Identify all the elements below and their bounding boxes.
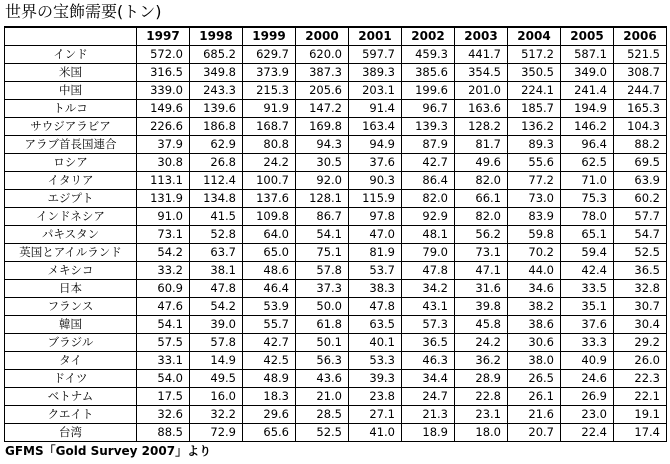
year-header-cell: 2003 (455, 27, 508, 46)
demand-value-cell: 387.3 (296, 64, 349, 82)
demand-value-cell: 134.8 (190, 190, 243, 208)
demand-value-cell: 194.9 (561, 100, 614, 118)
jewelry-demand-table (4, 26, 667, 442)
demand-value-cell: 203.1 (349, 82, 402, 100)
demand-value-cell: 31.6 (455, 280, 508, 298)
demand-value-cell: 243.3 (190, 82, 243, 100)
country-label: クエイト (5, 406, 137, 424)
year-header-cell: 1998 (190, 27, 243, 46)
demand-value-cell: 88.5 (137, 424, 190, 442)
demand-value-cell: 163.4 (349, 118, 402, 136)
demand-value-cell: 57.8 (190, 334, 243, 352)
demand-value-cell: 36.5 (614, 262, 667, 280)
country-label: 英国とアイルランド (5, 244, 137, 262)
demand-value-cell: 33.2 (137, 262, 190, 280)
demand-value-cell: 45.8 (455, 316, 508, 334)
demand-value-cell: 620.0 (296, 46, 349, 64)
demand-value-cell: 91.4 (349, 100, 402, 118)
demand-value-cell: 52.5 (614, 244, 667, 262)
demand-value-cell: 38.0 (508, 352, 561, 370)
demand-value-cell: 42.7 (243, 334, 296, 352)
demand-value-cell: 30.5 (296, 154, 349, 172)
demand-value-cell: 61.8 (296, 316, 349, 334)
demand-value-cell: 96.7 (402, 100, 455, 118)
demand-value-cell: 441.7 (455, 46, 508, 64)
year-header-cell: 2000 (296, 27, 349, 46)
demand-value-cell: 41.0 (349, 424, 402, 442)
demand-value-cell: 22.1 (614, 388, 667, 406)
table-row (5, 118, 667, 136)
demand-value-cell: 42.4 (561, 262, 614, 280)
demand-value-cell: 48.9 (243, 370, 296, 388)
country-label: ロシア (5, 154, 137, 172)
demand-value-cell: 96.4 (561, 136, 614, 154)
demand-value-cell: 350.5 (508, 64, 561, 82)
demand-value-cell: 53.7 (349, 262, 402, 280)
demand-value-cell: 147.2 (296, 100, 349, 118)
demand-value-cell: 22.4 (561, 424, 614, 442)
demand-value-cell: 72.9 (190, 424, 243, 442)
demand-value-cell: 21.3 (402, 406, 455, 424)
demand-value-cell: 685.2 (190, 46, 243, 64)
demand-value-cell: 38.6 (508, 316, 561, 334)
country-label: ベトナム (5, 388, 137, 406)
demand-value-cell: 215.3 (243, 82, 296, 100)
demand-value-cell: 79.0 (402, 244, 455, 262)
country-label: フランス (5, 298, 137, 316)
demand-value-cell: 54.7 (614, 226, 667, 244)
year-header-cell: 2005 (561, 27, 614, 46)
demand-value-cell: 33.1 (137, 352, 190, 370)
demand-value-cell: 241.4 (561, 82, 614, 100)
demand-value-cell: 17.4 (614, 424, 667, 442)
demand-value-cell: 30.4 (614, 316, 667, 334)
table-row (5, 406, 667, 424)
demand-value-cell: 24.2 (455, 334, 508, 352)
demand-value-cell: 373.9 (243, 64, 296, 82)
demand-value-cell: 521.5 (614, 46, 667, 64)
demand-value-cell: 52.5 (296, 424, 349, 442)
demand-value-cell: 29.6 (243, 406, 296, 424)
header-corner-cell (5, 27, 137, 46)
country-label: 米国 (5, 64, 137, 82)
table-row (5, 424, 667, 442)
demand-value-cell: 32.6 (137, 406, 190, 424)
demand-value-cell: 18.3 (243, 388, 296, 406)
demand-value-cell: 572.0 (137, 46, 190, 64)
demand-value-cell: 23.0 (561, 406, 614, 424)
demand-value-cell: 42.7 (402, 154, 455, 172)
demand-value-cell: 186.8 (190, 118, 243, 136)
demand-value-cell: 100.7 (243, 172, 296, 190)
demand-value-cell: 35.1 (561, 298, 614, 316)
demand-value-cell: 389.3 (349, 64, 402, 82)
chart-title: 世界の宝飾需要(トン) (5, 2, 162, 21)
demand-value-cell: 185.7 (508, 100, 561, 118)
year-header-cell: 2001 (349, 27, 402, 46)
demand-value-cell: 32.8 (614, 280, 667, 298)
demand-value-cell: 47.0 (349, 226, 402, 244)
demand-value-cell: 50.1 (296, 334, 349, 352)
demand-value-cell: 29.2 (614, 334, 667, 352)
demand-value-cell: 128.2 (455, 118, 508, 136)
demand-value-cell: 18.0 (455, 424, 508, 442)
demand-value-cell: 73.0 (508, 190, 561, 208)
demand-value-cell: 104.3 (614, 118, 667, 136)
demand-value-cell: 14.9 (190, 352, 243, 370)
demand-value-cell: 63.5 (349, 316, 402, 334)
year-header-cell: 2006 (614, 27, 667, 46)
demand-value-cell: 71.0 (561, 172, 614, 190)
demand-value-cell: 54.1 (137, 316, 190, 334)
demand-value-cell: 86.7 (296, 208, 349, 226)
demand-value-cell: 38.2 (508, 298, 561, 316)
demand-value-cell: 37.6 (561, 316, 614, 334)
table-row (5, 190, 667, 208)
demand-value-cell: 80.8 (243, 136, 296, 154)
country-label: インドネシア (5, 208, 137, 226)
demand-value-cell: 91.9 (243, 100, 296, 118)
demand-value-cell: 47.6 (137, 298, 190, 316)
demand-value-cell: 224.1 (508, 82, 561, 100)
demand-value-cell: 26.5 (508, 370, 561, 388)
demand-value-cell: 65.0 (243, 244, 296, 262)
year-header-cell: 2002 (402, 27, 455, 46)
demand-value-cell: 88.2 (614, 136, 667, 154)
demand-value-cell: 57.8 (296, 262, 349, 280)
demand-value-cell: 34.2 (402, 280, 455, 298)
demand-value-cell: 42.5 (243, 352, 296, 370)
demand-value-cell: 59.8 (508, 226, 561, 244)
demand-value-cell: 22.8 (455, 388, 508, 406)
demand-value-cell: 349.0 (561, 64, 614, 82)
demand-value-cell: 30.8 (137, 154, 190, 172)
demand-value-cell: 54.2 (137, 244, 190, 262)
demand-value-cell: 86.4 (402, 172, 455, 190)
demand-value-cell: 73.1 (137, 226, 190, 244)
demand-value-cell: 40.9 (561, 352, 614, 370)
demand-value-cell: 22.3 (614, 370, 667, 388)
demand-value-cell: 146.2 (561, 118, 614, 136)
table-row (5, 352, 667, 370)
demand-value-cell: 244.7 (614, 82, 667, 100)
demand-value-cell: 63.7 (190, 244, 243, 262)
demand-value-cell: 53.3 (349, 352, 402, 370)
demand-value-cell: 43.6 (296, 370, 349, 388)
table-row (5, 82, 667, 100)
table-row (5, 244, 667, 262)
table-row (5, 172, 667, 190)
demand-value-cell: 27.1 (349, 406, 402, 424)
demand-value-cell: 169.8 (296, 118, 349, 136)
demand-value-cell: 69.5 (614, 154, 667, 172)
demand-value-cell: 75.3 (561, 190, 614, 208)
demand-value-cell: 49.5 (190, 370, 243, 388)
table-row (5, 388, 667, 406)
demand-value-cell: 20.7 (508, 424, 561, 442)
country-label: イタリア (5, 172, 137, 190)
table-row (5, 154, 667, 172)
year-header-cell: 1999 (243, 27, 296, 46)
country-label: インド (5, 46, 137, 64)
demand-value-cell: 92.0 (296, 172, 349, 190)
demand-value-cell: 165.3 (614, 100, 667, 118)
demand-value-cell: 30.6 (508, 334, 561, 352)
demand-value-cell: 349.8 (190, 64, 243, 82)
demand-value-cell: 47.8 (402, 262, 455, 280)
demand-value-cell: 52.8 (190, 226, 243, 244)
demand-value-cell: 48.1 (402, 226, 455, 244)
demand-value-cell: 517.2 (508, 46, 561, 64)
table-row (5, 136, 667, 154)
demand-value-cell: 354.5 (455, 64, 508, 82)
demand-value-cell: 73.1 (455, 244, 508, 262)
demand-value-cell: 21.0 (296, 388, 349, 406)
demand-value-cell: 87.9 (402, 136, 455, 154)
demand-value-cell: 46.4 (243, 280, 296, 298)
demand-value-cell: 38.3 (349, 280, 402, 298)
demand-value-cell: 64.0 (243, 226, 296, 244)
demand-value-cell: 47.8 (349, 298, 402, 316)
country-label: 日本 (5, 280, 137, 298)
demand-value-cell: 47.8 (190, 280, 243, 298)
demand-value-cell: 115.9 (349, 190, 402, 208)
demand-value-cell: 308.7 (614, 64, 667, 82)
demand-value-cell: 109.8 (243, 208, 296, 226)
demand-value-cell: 46.3 (402, 352, 455, 370)
demand-value-cell: 54.0 (137, 370, 190, 388)
demand-value-cell: 47.1 (455, 262, 508, 280)
demand-value-cell: 37.9 (137, 136, 190, 154)
table-row (5, 370, 667, 388)
demand-value-cell: 339.0 (137, 82, 190, 100)
demand-value-cell: 97.8 (349, 208, 402, 226)
demand-value-cell: 19.1 (614, 406, 667, 424)
demand-value-cell: 63.9 (614, 172, 667, 190)
demand-value-cell: 128.1 (296, 190, 349, 208)
demand-value-cell: 39.8 (455, 298, 508, 316)
demand-value-cell: 57.7 (614, 208, 667, 226)
demand-value-cell: 36.5 (402, 334, 455, 352)
demand-value-cell: 597.7 (349, 46, 402, 64)
demand-value-cell: 91.0 (137, 208, 190, 226)
year-header-cell: 2004 (508, 27, 561, 46)
demand-value-cell: 50.0 (296, 298, 349, 316)
demand-value-cell: 32.2 (190, 406, 243, 424)
demand-value-cell: 75.1 (296, 244, 349, 262)
demand-value-cell: 43.1 (402, 298, 455, 316)
demand-value-cell: 26.1 (508, 388, 561, 406)
demand-value-cell: 131.9 (137, 190, 190, 208)
demand-value-cell: 139.3 (402, 118, 455, 136)
demand-value-cell: 94.3 (296, 136, 349, 154)
demand-value-cell: 37.6 (349, 154, 402, 172)
demand-value-cell: 62.5 (561, 154, 614, 172)
demand-value-cell: 39.0 (190, 316, 243, 334)
country-label: アラブ首長国連合 (5, 136, 137, 154)
demand-value-cell: 316.5 (137, 64, 190, 82)
table-row (5, 64, 667, 82)
table-row (5, 262, 667, 280)
demand-value-cell: 28.9 (455, 370, 508, 388)
demand-value-cell: 21.6 (508, 406, 561, 424)
demand-value-cell: 459.3 (402, 46, 455, 64)
demand-value-cell: 81.9 (349, 244, 402, 262)
demand-value-cell: 26.8 (190, 154, 243, 172)
demand-value-cell: 82.0 (455, 208, 508, 226)
demand-value-cell: 83.9 (508, 208, 561, 226)
demand-value-cell: 34.6 (508, 280, 561, 298)
demand-value-cell: 60.9 (137, 280, 190, 298)
demand-value-cell: 56.3 (296, 352, 349, 370)
demand-value-cell: 201.0 (455, 82, 508, 100)
demand-value-cell: 92.9 (402, 208, 455, 226)
country-label: 中国 (5, 82, 137, 100)
demand-value-cell: 40.1 (349, 334, 402, 352)
demand-value-cell: 53.9 (243, 298, 296, 316)
table-row (5, 46, 667, 64)
country-label: ドイツ (5, 370, 137, 388)
demand-value-cell: 226.6 (137, 118, 190, 136)
country-label: パキスタン (5, 226, 137, 244)
source-note: GFMS「Gold Survey 2007」より (5, 444, 212, 458)
demand-value-cell: 137.6 (243, 190, 296, 208)
table-row (5, 316, 667, 334)
country-label: タイ (5, 352, 137, 370)
demand-value-cell: 44.0 (508, 262, 561, 280)
country-label: サウジアラビア (5, 118, 137, 136)
country-label: 台湾 (5, 424, 137, 442)
demand-value-cell: 70.2 (508, 244, 561, 262)
table-row (5, 298, 667, 316)
demand-value-cell: 136.2 (508, 118, 561, 136)
demand-value-cell: 59.4 (561, 244, 614, 262)
demand-value-cell: 55.6 (508, 154, 561, 172)
demand-value-cell: 168.7 (243, 118, 296, 136)
demand-value-cell: 89.3 (508, 136, 561, 154)
demand-value-cell: 39.3 (349, 370, 402, 388)
demand-value-cell: 33.3 (561, 334, 614, 352)
country-label: エジプト (5, 190, 137, 208)
demand-value-cell: 205.6 (296, 82, 349, 100)
demand-value-cell: 33.5 (561, 280, 614, 298)
demand-value-cell: 24.2 (243, 154, 296, 172)
table-row (5, 100, 667, 118)
demand-value-cell: 54.1 (296, 226, 349, 244)
demand-value-cell: 38.1 (190, 262, 243, 280)
demand-value-cell: 112.4 (190, 172, 243, 190)
demand-value-cell: 66.1 (455, 190, 508, 208)
demand-value-cell: 28.5 (296, 406, 349, 424)
demand-value-cell: 30.7 (614, 298, 667, 316)
demand-value-cell: 60.2 (614, 190, 667, 208)
demand-value-cell: 36.2 (455, 352, 508, 370)
demand-value-cell: 54.2 (190, 298, 243, 316)
demand-value-cell: 139.6 (190, 100, 243, 118)
demand-value-cell: 199.6 (402, 82, 455, 100)
demand-value-cell: 49.6 (455, 154, 508, 172)
demand-value-cell: 82.0 (402, 190, 455, 208)
demand-value-cell: 90.3 (349, 172, 402, 190)
demand-value-cell: 34.4 (402, 370, 455, 388)
table-row (5, 226, 667, 244)
demand-value-cell: 37.3 (296, 280, 349, 298)
demand-value-cell: 82.0 (455, 172, 508, 190)
country-label: メキシコ (5, 262, 137, 280)
demand-value-cell: 629.7 (243, 46, 296, 64)
table-row (5, 280, 667, 298)
demand-value-cell: 17.5 (137, 388, 190, 406)
demand-value-cell: 94.9 (349, 136, 402, 154)
demand-value-cell: 23.8 (349, 388, 402, 406)
demand-value-cell: 587.1 (561, 46, 614, 64)
demand-value-cell: 18.9 (402, 424, 455, 442)
demand-value-cell: 65.6 (243, 424, 296, 442)
demand-value-cell: 56.2 (455, 226, 508, 244)
demand-value-cell: 41.5 (190, 208, 243, 226)
demand-value-cell: 163.6 (455, 100, 508, 118)
demand-value-cell: 149.6 (137, 100, 190, 118)
demand-value-cell: 113.1 (137, 172, 190, 190)
country-label: トルコ (5, 100, 137, 118)
year-header-cell: 1997 (137, 27, 190, 46)
demand-value-cell: 26.0 (614, 352, 667, 370)
demand-value-cell: 57.5 (137, 334, 190, 352)
demand-value-cell: 24.6 (561, 370, 614, 388)
demand-value-cell: 26.9 (561, 388, 614, 406)
demand-value-cell: 48.6 (243, 262, 296, 280)
demand-value-cell: 385.6 (402, 64, 455, 82)
demand-value-cell: 81.7 (455, 136, 508, 154)
header-row (5, 27, 667, 46)
demand-value-cell: 24.7 (402, 388, 455, 406)
demand-value-cell: 55.7 (243, 316, 296, 334)
demand-value-cell: 23.1 (455, 406, 508, 424)
demand-value-cell: 62.9 (190, 136, 243, 154)
country-label: ブラジル (5, 334, 137, 352)
demand-value-cell: 78.0 (561, 208, 614, 226)
demand-value-cell: 16.0 (190, 388, 243, 406)
demand-value-cell: 77.2 (508, 172, 561, 190)
country-label: 韓国 (5, 316, 137, 334)
table-row (5, 334, 667, 352)
demand-value-cell: 65.1 (561, 226, 614, 244)
table-row (5, 208, 667, 226)
demand-value-cell: 57.3 (402, 316, 455, 334)
